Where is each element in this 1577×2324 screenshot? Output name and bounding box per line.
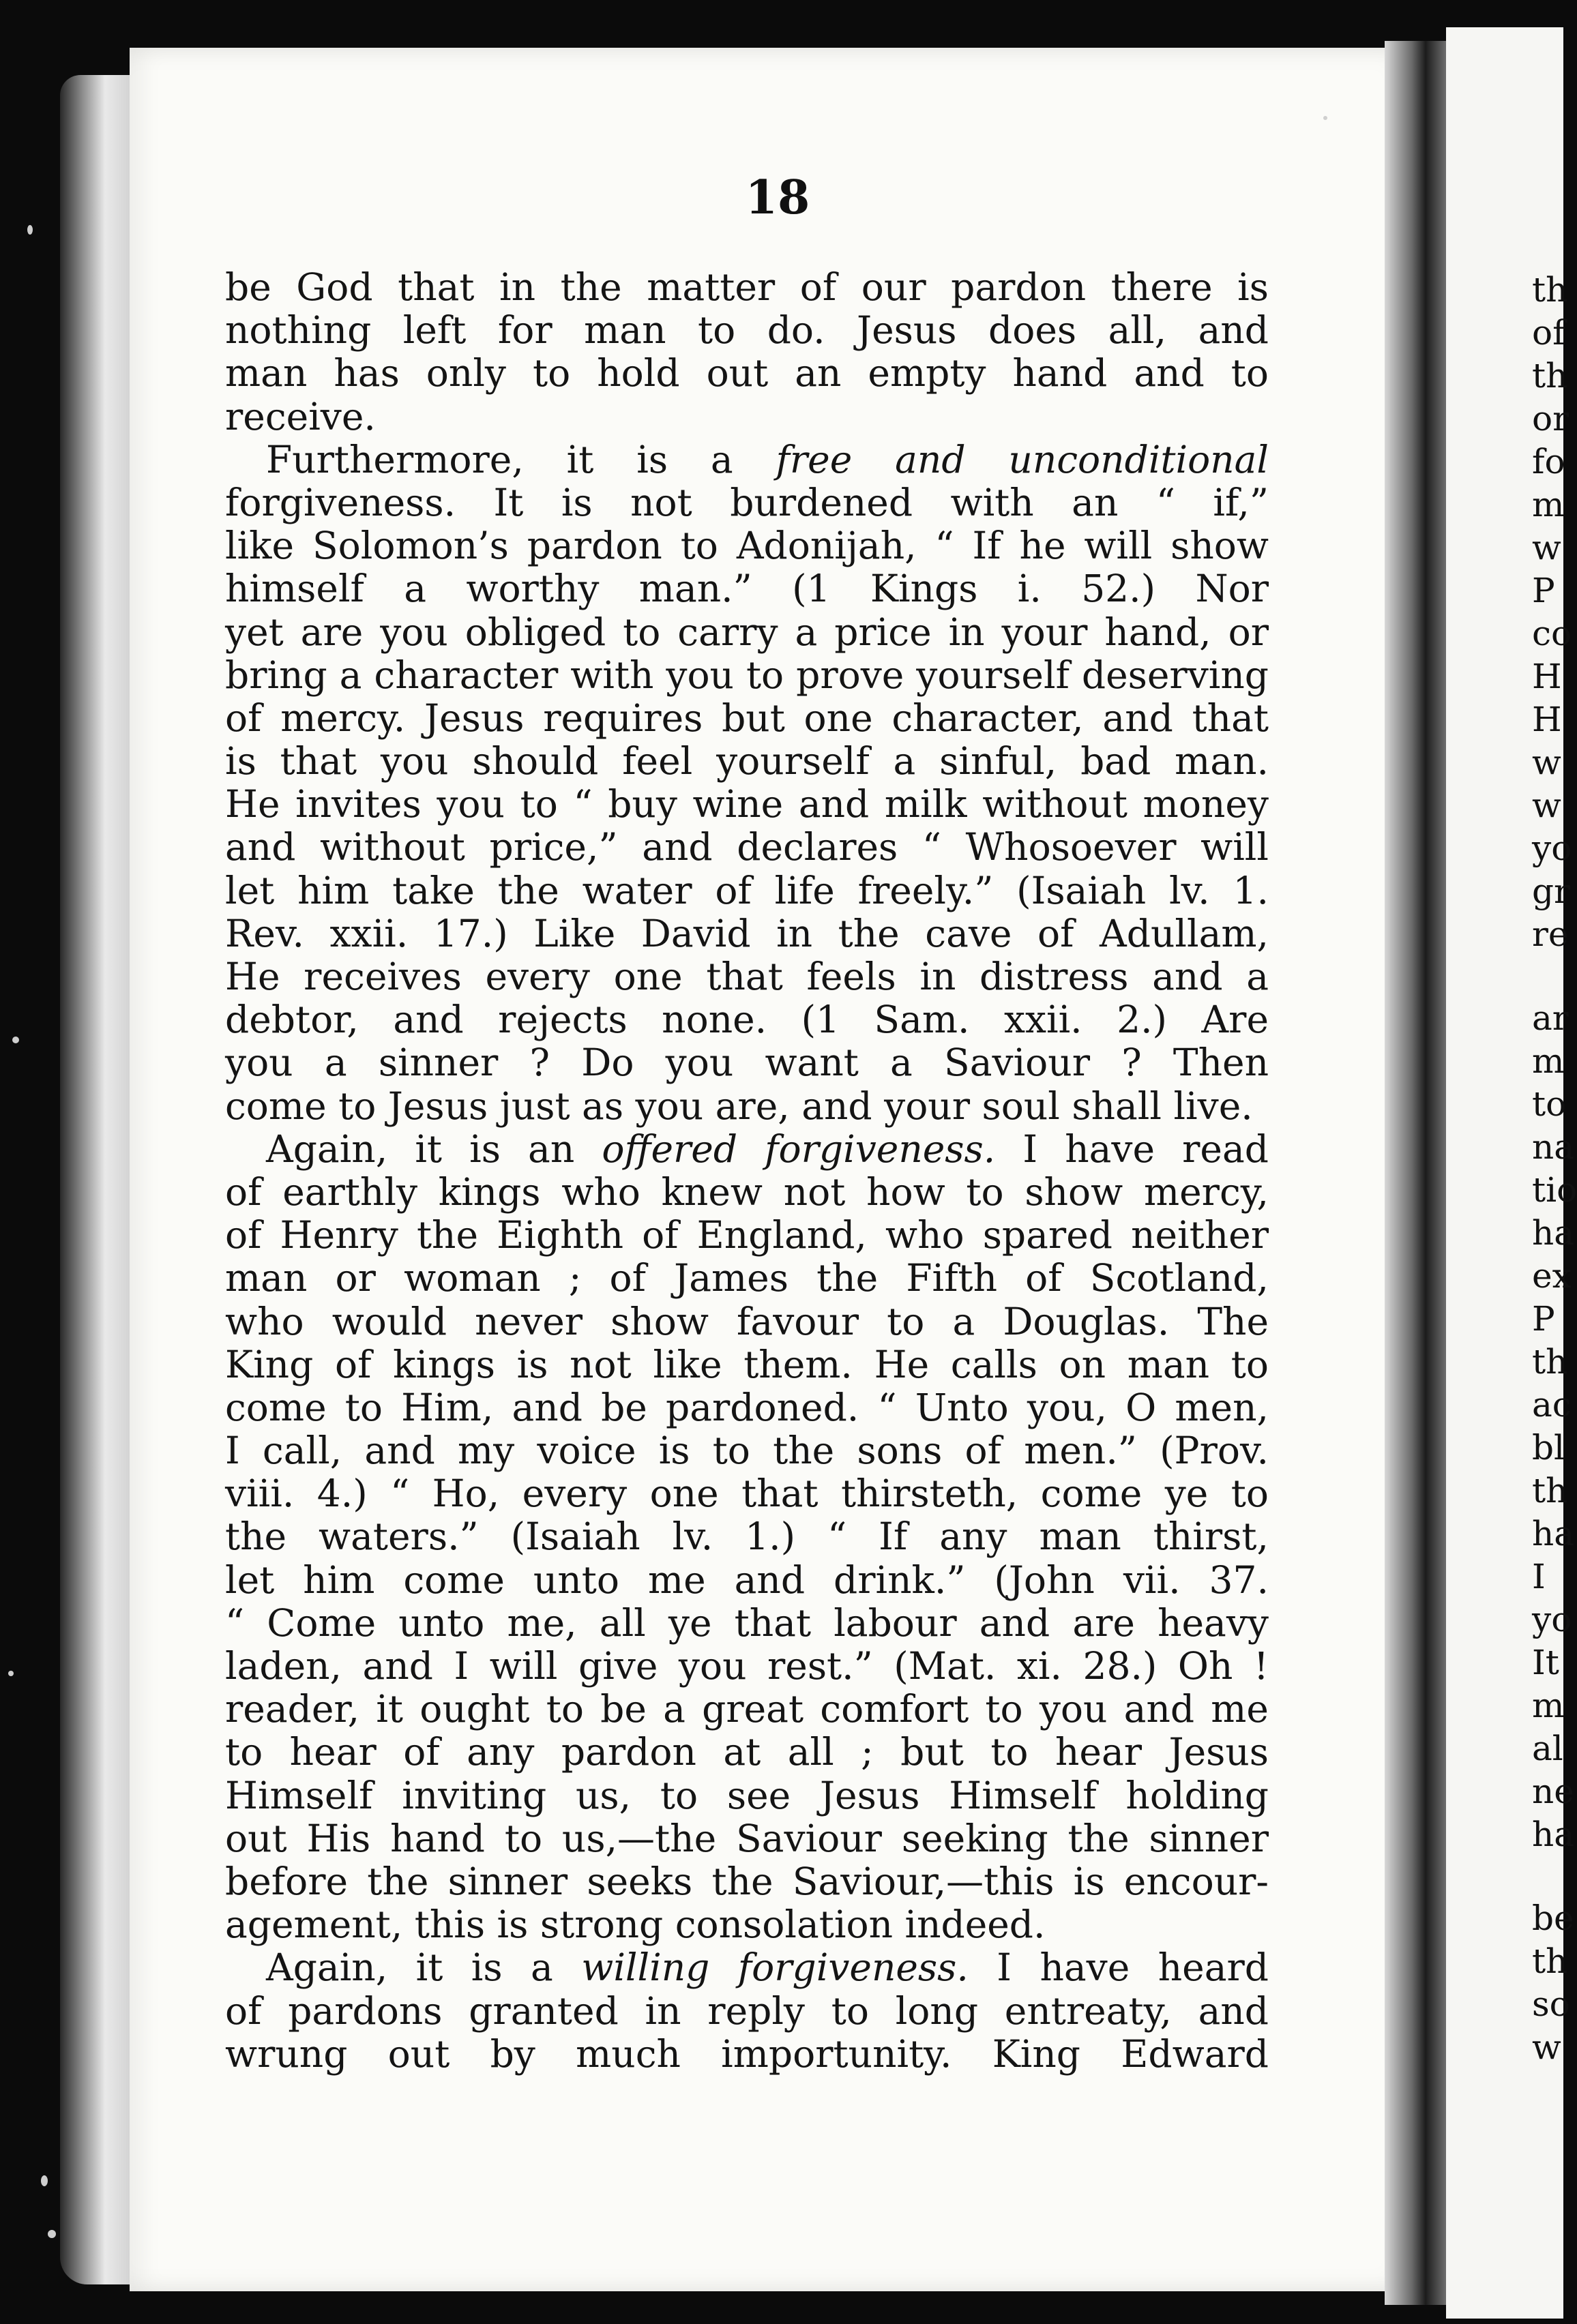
facing-page-text-fragment: ha	[1532, 1815, 1575, 1854]
left-page-edges	[60, 75, 135, 2284]
text-line: bring a character with you to prove yourself deserving	[225, 653, 1269, 697]
facing-page-text-fragment: yo	[1532, 829, 1572, 868]
facing-page-text-fragment: or	[1532, 399, 1569, 438]
text-line: forgiveness. It is not burdened with an “ if,”	[225, 480, 1269, 524]
facing-page-text-fragment: ha	[1532, 1514, 1575, 1553]
text-line: Rev. xxii. 17.) Like David in the cave of Adullam,	[225, 911, 1269, 955]
text-run: Furthermore, it is a	[266, 437, 776, 481]
text-line: viii. 4.) “ Ho, every one that thirsteth, come ye to	[225, 1472, 1269, 1516]
facing-page-fragment	[1446, 27, 1577, 2319]
facing-page-text-fragment: be	[1532, 1898, 1574, 1938]
facing-page-text-fragment: m	[1532, 1686, 1565, 1725]
facing-page-text-fragment: P	[1532, 571, 1555, 610]
facing-page-text-fragment: m	[1532, 1041, 1565, 1081]
text-line: debtor, and rejects none. (1 Sam. xxii. 2.) Are	[225, 998, 1269, 1042]
text-line: out His hand to us,—the Saviour seeking the sinner	[225, 1816, 1269, 1860]
facing-page-text-fragment: I	[1532, 1557, 1546, 1596]
text-line: wrung out by much importunity. King Edward	[225, 2031, 1269, 2076]
text-line: is that you should feel yourself a sinful, bad man.	[225, 739, 1269, 784]
italic-phrase: offered forgiveness.	[602, 1127, 996, 1171]
facing-page-text-fragment: th	[1532, 1342, 1568, 1382]
facing-page-text-fragment: ne	[1532, 1772, 1574, 1811]
facing-page-text-fragment: th	[1532, 356, 1568, 396]
facing-page-text-fragment: P	[1532, 1299, 1555, 1339]
text-line	[225, 1128, 1269, 1171]
text-line: reader, it ought to be a great comfort to you and me	[225, 1687, 1269, 1731]
text-line: be God that in the matter of our pardon there is	[225, 265, 1269, 309]
text-line: “ Come unto me, all ye that labour and are heavy	[225, 1600, 1269, 1645]
facing-page-text-fragment: yo	[1532, 1600, 1572, 1639]
facing-page-text-fragment: w	[1532, 528, 1561, 567]
text-line: I call, and my voice is to the sons of men.” (Prov.	[225, 1429, 1269, 1473]
body-text	[225, 266, 1269, 2076]
facing-page-text-fragment: w	[1532, 786, 1561, 825]
facing-page-text-fragment: of	[1532, 313, 1565, 353]
text-line: King of kings is not like them. He calls on man to	[225, 1342, 1269, 1386]
italic-phrase: willing forgiveness.	[581, 1946, 969, 1990]
text-line	[225, 438, 1269, 481]
text-run: Again, it is a	[266, 1946, 582, 1990]
text-line: to hear of any pardon at all ; but to hear Jesus	[225, 1730, 1269, 1774]
facing-page-text-fragment: al	[1532, 1729, 1563, 1768]
text-line: himself a worthy man.” (1 Kings i. 52.) Nor	[225, 567, 1269, 611]
text-line: receive.	[225, 394, 376, 438]
facing-page-text-fragment: tio	[1532, 1170, 1577, 1210]
text-line: of mercy. Jesus requires but one character, and that	[225, 696, 1269, 740]
facing-page-text-fragment: co	[1532, 614, 1572, 653]
text-line: of earthly kings who knew not how to show mercy,	[225, 1170, 1269, 1214]
book-gutter	[1385, 41, 1453, 2305]
text-line: come to Him, and be pardoned. “ Unto you, O men,	[225, 1385, 1269, 1429]
facing-page-text-fragment: ex	[1532, 1256, 1572, 1296]
text-line: let him take the water of life freely.” (Isaiah lv. 1.	[225, 868, 1269, 912]
page-number: 18	[745, 170, 810, 225]
facing-page-text-fragment: th	[1532, 1471, 1568, 1510]
facing-page-text-fragment: H	[1532, 700, 1562, 739]
text-line: come to Jesus just as you are, and your soul shall live.	[225, 1084, 1253, 1128]
facing-page-text-fragment: na	[1532, 1127, 1575, 1167]
text-run: I have read	[995, 1127, 1269, 1171]
facing-page-text-fragment: th	[1532, 270, 1568, 310]
text-line: and without price,” and declares “ Whosoever will	[225, 825, 1269, 869]
text-line: nothing left for man to do. Jesus does all, and	[225, 308, 1269, 353]
facing-page-text-fragment: fo	[1532, 442, 1565, 481]
text-line: Himself inviting us, to see Jesus Himself holding	[225, 1773, 1269, 1817]
facing-page-text-fragment: w	[1532, 743, 1561, 782]
text-line: before the sinner seeks the Saviour,—this is encour-	[225, 1859, 1269, 1903]
text-line: He invites you to “ buy wine and milk without money	[225, 782, 1269, 826]
text-line: the waters.” (Isaiah lv. 1.) “ If any man thirst,	[225, 1515, 1269, 1559]
facing-page-text-fragment: It	[1532, 1643, 1559, 1682]
text-line: man or woman ; of James the Fifth of Scotland,	[225, 1256, 1269, 1300]
text-line: He receives every one that feels in distress and a	[225, 955, 1269, 998]
text-run: Again, it is an	[266, 1127, 602, 1171]
text-line: yet are you obliged to carry a price in your hand, or	[225, 610, 1269, 654]
facing-page-text-fragment: H	[1532, 657, 1562, 696]
text-line: laden, and I will give you rest.” (Mat. xi. 28.) Oh !	[225, 1644, 1269, 1688]
facing-page-text-fragment: th	[1532, 1941, 1568, 1981]
facing-page-text-fragment: re	[1532, 914, 1569, 954]
facing-page-text-fragment: bl	[1532, 1428, 1565, 1468]
text-line: man has only to hold out an empty hand and to	[225, 351, 1269, 396]
facing-page-text-fragment: ac	[1532, 1385, 1572, 1425]
text-line: let him come unto me and drink.” (John vii. 37.	[225, 1558, 1269, 1602]
facing-page-text-fragment: w	[1532, 2027, 1561, 2067]
facing-page-text-fragment: so	[1532, 1984, 1570, 2024]
text-line: of pardons granted in reply to long entreaty, and	[225, 1988, 1269, 2033]
text-line	[225, 1946, 1269, 1989]
facing-page-text-fragment: m	[1532, 485, 1565, 524]
text-line: you a sinner ? Do you want a Saviour ? Then	[225, 1041, 1269, 1085]
text-line: like Solomon’s pardon to Adonijah, “ If he will show	[225, 524, 1269, 568]
facing-page-text-fragment: ha	[1532, 1213, 1575, 1253]
facing-page-text-fragment: to	[1532, 1084, 1567, 1124]
facing-page-text-fragment: gr	[1532, 872, 1570, 911]
text-run: I have heard	[968, 1946, 1269, 1990]
text-line: who would never show favour to a Douglas. The	[225, 1299, 1269, 1343]
text-line: of Henry the Eighth of England, who spared neither	[225, 1213, 1269, 1257]
italic-phrase: free and unconditional	[776, 437, 1269, 481]
text-line: agement, this is strong consolation indeed.	[225, 1903, 1046, 1947]
facing-page-text-fragment: ar	[1532, 998, 1569, 1038]
